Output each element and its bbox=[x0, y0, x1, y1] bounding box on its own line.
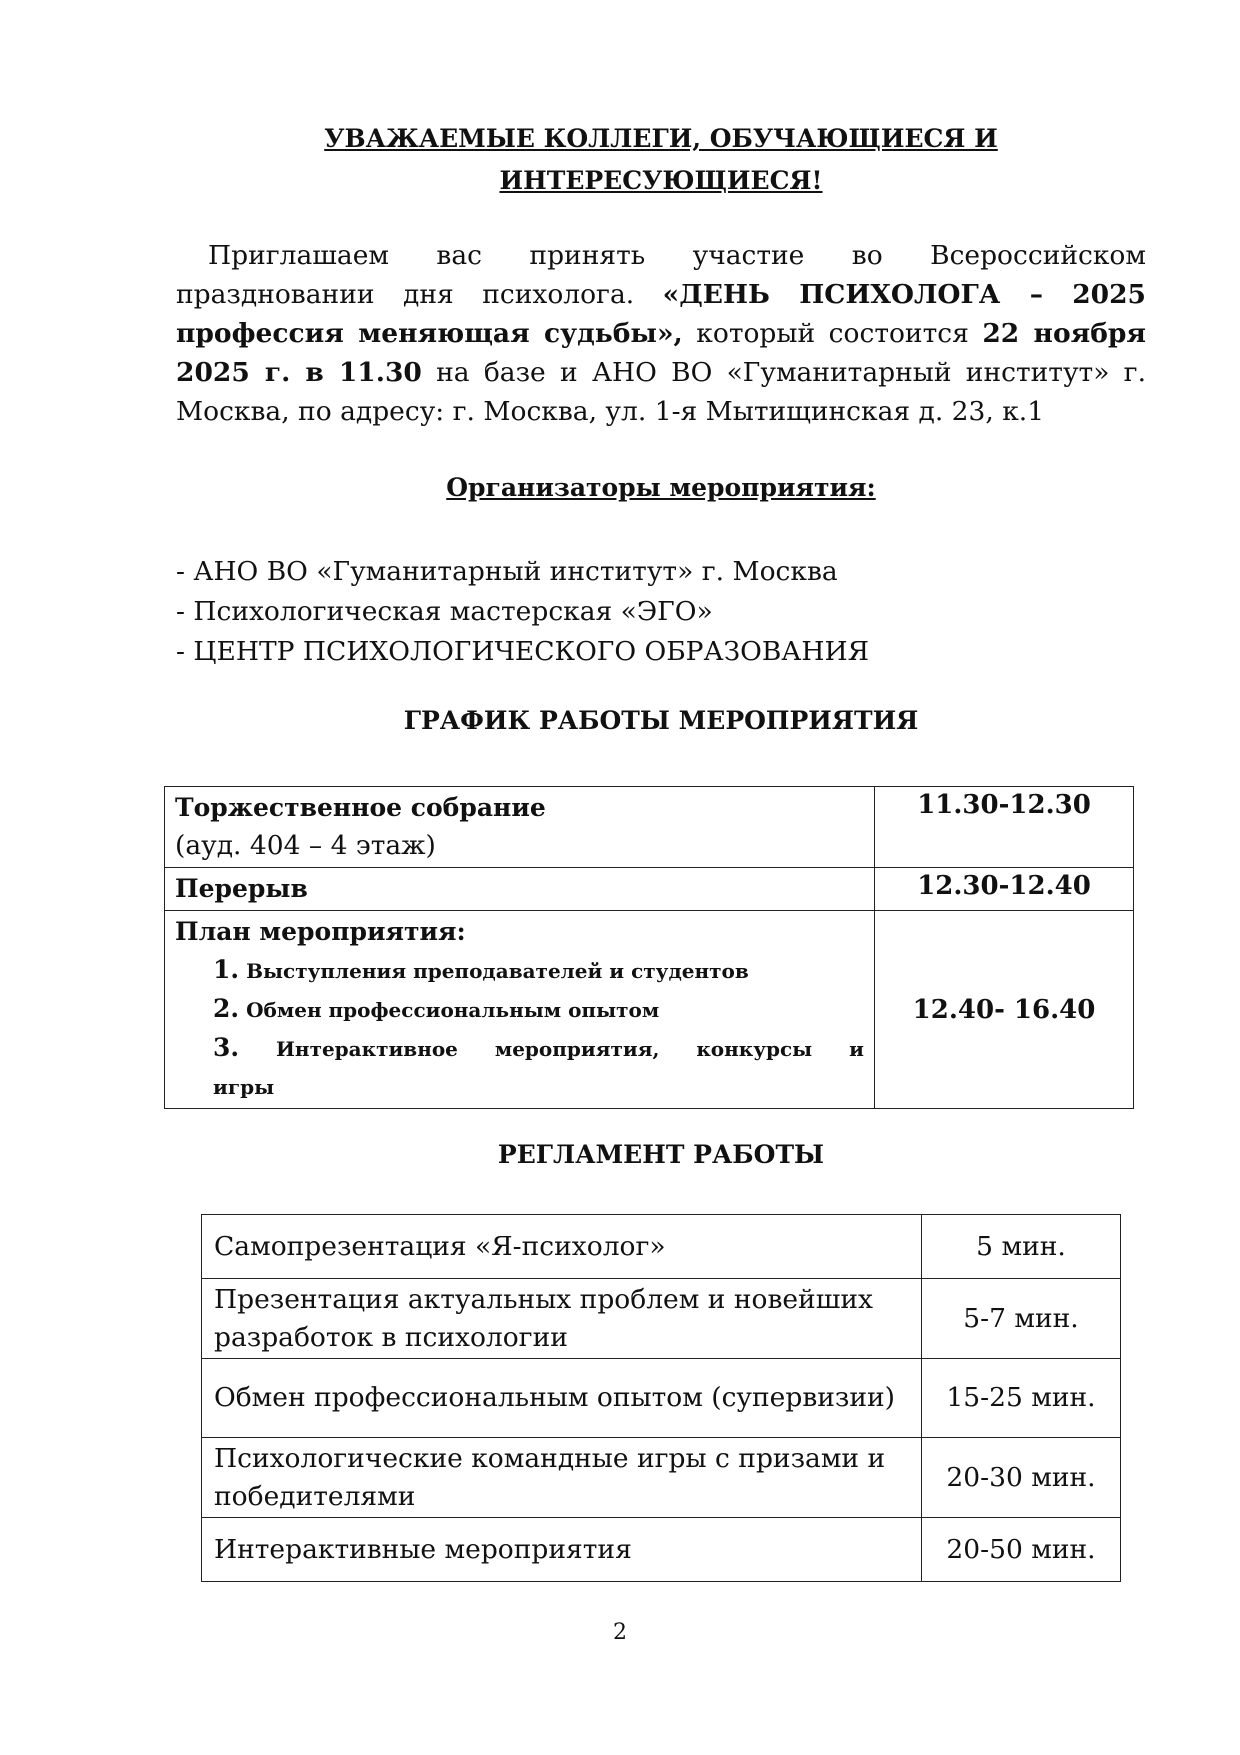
schedule-title: ГРАФИК РАБОТЫ МЕРОПРИЯТИЯ bbox=[403, 706, 919, 735]
regulation-title: РЕГЛАМЕНТ РАБОТЫ bbox=[497, 1140, 825, 1169]
regulation-activity: Психологические командные игры с призами и победителями bbox=[202, 1438, 922, 1518]
plan-item-continuation: игры bbox=[213, 1075, 275, 1099]
schedule-row-subtitle: (ауд. 404 – 4 этаж) bbox=[175, 830, 436, 861]
table-row bbox=[165, 868, 1134, 911]
schedule-row-title: Торжественное собрание bbox=[175, 793, 546, 822]
schedule-time: 12.40- 16.40 bbox=[875, 911, 1134, 1109]
organizers-title: Организаторы мероприятия: bbox=[446, 473, 876, 502]
table-row bbox=[202, 1359, 1121, 1438]
organizer-item: - Психологическая мастерская «ЭГО» bbox=[176, 596, 713, 627]
schedule-activity-cell bbox=[165, 787, 875, 868]
schedule-time: 12.30-12.40 bbox=[875, 868, 1134, 911]
table-row bbox=[165, 787, 1134, 868]
intro-text-2: который состоится bbox=[682, 318, 983, 349]
table-row bbox=[202, 1438, 1121, 1518]
schedule-time: 11.30-12.30 bbox=[875, 787, 1134, 868]
plan-item: 1. Выступления преподавателей и студентов bbox=[213, 955, 749, 984]
regulation-duration: 20-30 мин. bbox=[922, 1438, 1121, 1518]
schedule-table bbox=[164, 786, 1134, 1109]
organizers-list bbox=[176, 552, 1146, 672]
schedule-row-title: План мероприятия: bbox=[175, 917, 466, 946]
regulation-table bbox=[201, 1214, 1121, 1582]
table-row bbox=[202, 1518, 1121, 1582]
regulation-activity: Самопрезентация «Я-психолог» bbox=[202, 1215, 922, 1279]
intro-text-1: Приглашаем вас принять участие во Всероссийском праздновании дня психолога. bbox=[176, 240, 1146, 310]
table-row bbox=[202, 1279, 1121, 1359]
heading-line-1: УВАЖАЕМЫЕ КОЛЛЕГИ, ОБУЧАЮЩИЕСЯ И bbox=[324, 124, 998, 153]
organizer-item: - АНО ВО «Гуманитарный институт» г. Москва bbox=[176, 556, 838, 587]
regulation-duration: 15-25 мин. bbox=[922, 1359, 1121, 1438]
regulation-activity: Интерактивные мероприятия bbox=[202, 1518, 922, 1582]
event-name: «ДЕНЬ ПСИХОЛОГА – 2025 профессия меняющая судьбы», bbox=[176, 279, 1146, 349]
event-date: 22 ноября 2025 г. в 11.30 bbox=[176, 318, 1146, 388]
table-row bbox=[165, 911, 1134, 1109]
regulation-duration: 20-50 мин. bbox=[922, 1518, 1121, 1582]
plan-item: 2. Обмен профессиональным опытом bbox=[213, 994, 660, 1023]
table-row bbox=[202, 1215, 1121, 1279]
plan-item: 3. Интерактивное мероприятия, конкурсы и bbox=[213, 1033, 864, 1062]
organizer-item: - ЦЕНТР ПСИХОЛОГИЧЕСКОГО ОБРАЗОВАНИЯ bbox=[176, 636, 869, 667]
regulation-duration: 5 мин. bbox=[922, 1215, 1121, 1279]
regulation-activity: Обмен профессиональным опытом (супервизии) bbox=[202, 1359, 922, 1438]
intro-paragraph bbox=[176, 236, 1146, 431]
page-number: 2 bbox=[613, 1620, 627, 1645]
heading-line-2: ИНТЕРЕСУЮЩИЕСЯ! bbox=[499, 166, 823, 195]
schedule-activity-cell bbox=[165, 911, 875, 1109]
regulation-duration: 5-7 мин. bbox=[922, 1279, 1121, 1359]
regulation-activity: Презентация актуальных проблем и новейших разработок в психологии bbox=[202, 1279, 922, 1359]
plan-list bbox=[175, 951, 864, 1106]
intro-text-3: на базе и АНО ВО «Гуманитарный институт» г. Москва, по адресу: г. Москва, ул. 1-я Мытищинская д. 23, к.1 bbox=[176, 357, 1146, 427]
schedule-row-title: Перерыв bbox=[175, 874, 308, 903]
schedule-activity-cell bbox=[165, 868, 875, 911]
page-heading bbox=[176, 118, 1146, 202]
